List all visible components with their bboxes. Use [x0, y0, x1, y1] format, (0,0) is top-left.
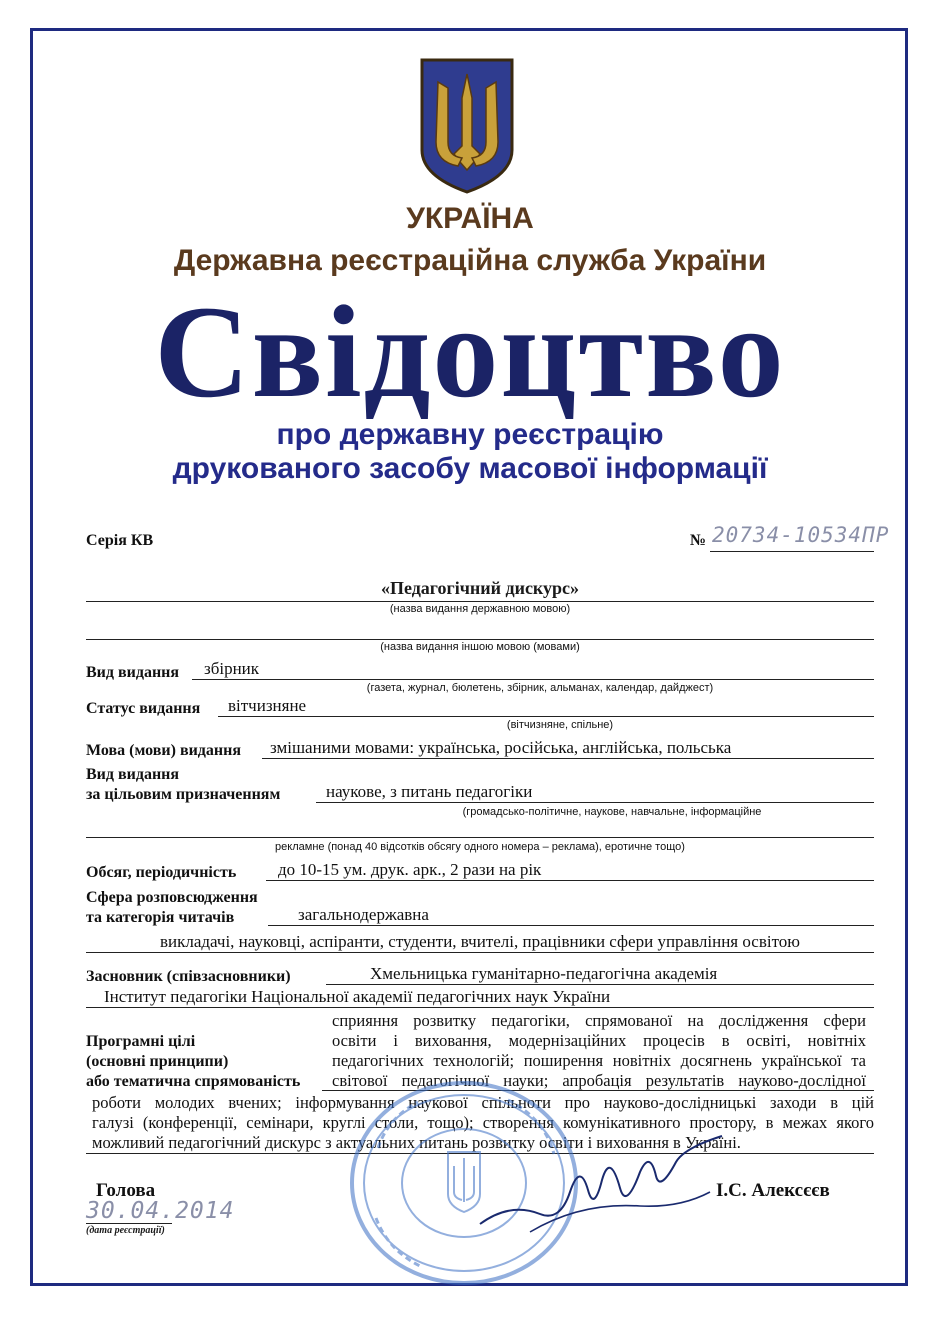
founder-label: Засновник (співзасновники) [86, 968, 291, 985]
goals-line-3: педагогічних технологій; поширення новітніх досягнень української та [332, 1051, 866, 1070]
kind-hint: (газета, журнал, бюлетень, збірник, альманах, календар, дайджест) [366, 682, 714, 694]
publication-name: «Педагогічний дискурс» [380, 578, 580, 598]
certificate-title: Свідоцтво [154, 278, 786, 425]
goals-label-1: Програмні цілі [86, 1033, 196, 1050]
head-label: Голова [96, 1180, 156, 1201]
goals-line-4: світової педагогічної науки; апробація результатів науково-дослідної [332, 1071, 866, 1090]
goals-line-1: сприяння розвитку педагогіки, спрямованої на дослідження сфери [332, 1011, 866, 1030]
registration-date: 30.04.2014 [86, 1198, 235, 1224]
goals-line-6: галузі (конференції, семінари, круглі столи, тощо); створення комунікативного простору, в межах якого [92, 1113, 874, 1132]
goals-line-2: освіти і виховання, модернізаційних процесів в освіті, новітніх [332, 1031, 866, 1050]
goals-line-7: можливий педагогічний дискурс з актуальних питань розвитку освіти і виховання в Україні. [92, 1133, 741, 1152]
founder-value-2: Інститут педагогіки Національної академії педагогічних наук України [104, 987, 611, 1006]
head-name: І.С. Алексєєв [716, 1180, 830, 1201]
status-value: вітчизняне [228, 696, 307, 715]
goals-label-3: або тематична спрямованість [86, 1073, 301, 1090]
publication-name-hint: (назва видання державною мовою) [389, 603, 571, 615]
readers-value: викладачі, науковці, аспіранти, студенти, вчителі, працівники сфери управління освітою [159, 932, 800, 951]
series-label: Серія КВ [86, 532, 154, 549]
registration-date-hint: (дата реєстрації) [86, 1225, 165, 1236]
status-hint: (вітчизняне, спільне) [506, 719, 614, 731]
kind-value: збірник [204, 659, 260, 678]
status-label: Статус видання [86, 700, 201, 717]
trident-emblem-icon [418, 58, 516, 194]
goals-label-2: (основні принципи) [86, 1053, 229, 1070]
publication-name-other-hint: (назва видання іншою мовою (мовами) [380, 641, 580, 653]
signature-icon [470, 1132, 730, 1242]
purpose-value: наукове, з питань педагогіки [326, 782, 533, 801]
volume-label: Обсяг, періодичність [86, 864, 237, 881]
kind-label: Вид видання [86, 664, 180, 681]
sphere-label-1: Сфера розповсюдження [86, 889, 258, 906]
purpose-label-2: за цільовим призначенням [86, 786, 281, 803]
language-label: Мова (мови) видання [86, 742, 241, 759]
goals-line-5: роботи молодих вчених; інформування наукової спільноти про науково-дослідницькі заходи в цій [92, 1093, 874, 1112]
subtitle-line-2: друкованого засобу масової інформації [172, 452, 768, 485]
purpose-hint-2: рекламне (понад 40 відсотків обсягу одного номера – реклама), еротичне тощо) [275, 841, 685, 853]
certificate-number: 20734-10534ПР [712, 523, 890, 547]
language-value: змішаними мовами: українська, російська, англійська, польська [270, 738, 732, 757]
subtitle-line-1: про державну реєстрацію [276, 418, 664, 451]
founder-value-1: Хмельницька гуманітарно-педагогічна академія [370, 964, 718, 983]
sphere-label-2: та категорія читачів [86, 909, 235, 926]
country-heading: УКРАЇНА [406, 202, 534, 235]
sphere-value: загальнодержавна [298, 905, 429, 924]
purpose-label-1: Вид видання [86, 766, 180, 783]
purpose-hint-1: (громадсько-політичне, наукове, навчальне, інформаційне [462, 806, 762, 818]
number-label: № [690, 532, 707, 549]
service-heading: Державна реєстраційна служба України [173, 244, 767, 277]
volume-value: до 10-15 ум. друк. арк., 2 рази на рік [278, 860, 542, 879]
